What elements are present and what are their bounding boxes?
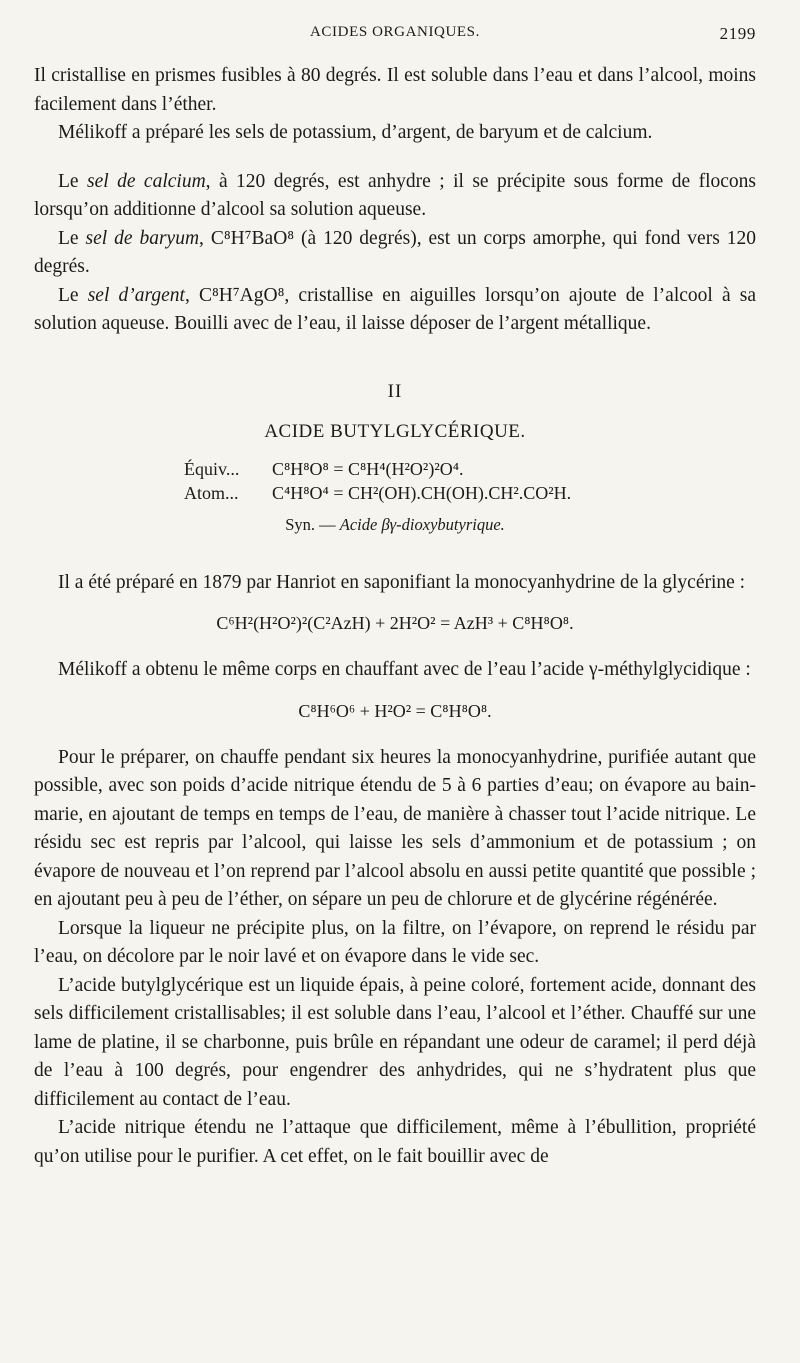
synonym-line [34,515,756,535]
formula-row-equiv [184,457,756,481]
paragraph-nitric-acid: L’acide nitrique étendu ne l’attaque que difficilement, même à l’ébullition, propriété qu’on utilise pour le purifier. A cet effet, on le fait bouillir avec de [34,1117,756,1167]
paragraph-crystallisation: Il cristallise en prismes fusibles à 80 degrés. Il est soluble dans l’eau et dans l’alcool, moins facilement dans l’éther. [34,65,756,115]
equiv-formula: C⁸H⁸O⁸ = C⁸H⁴(H²O²)²O⁴. [272,458,464,479]
synonym-label: Syn. — [285,514,336,534]
page-number: 2199 [719,24,756,43]
equation-melikoff: C⁸H⁶O⁶ + H²O² = C⁸H⁸O⁸. [298,700,492,721]
paragraph-properties: L’acide butylglycérique est un liquide épais, à peine coloré, fortement acide, donnant des sels difficilement cristallisables; il est soluble dans l’eau, l’alcool et l’éther. Chauffé sur une lame de platine, il se charbonne, puis brûle en répandant une odeur de caramel; il perd déjà de l’eau à 100 degrés, pour engendrer des anhydrides, qui ne s’hydratent plus que difficilement au contact de l’eau. [34,974,756,1110]
formula-table [184,457,756,505]
silver-formula: , C⁸H⁷AgO⁸ [184,284,285,306]
silver-prefix: Le [58,284,88,306]
paragraph-salts-prepared: Mélikoff a préparé les sels de potassium, d’argent, de baryum et de calcium. [58,122,653,143]
silver-salt-term: sel d’argent [87,284,185,306]
paragraph-calcium-salt [34,168,756,225]
running-header [34,22,756,50]
atom-formula: C⁴H⁸O⁴ = CH²(OH).CH(OH).CH².CO²H. [272,482,572,503]
barium-text: (à 120 degrés), est un corps amorphe, qui fond vers 120 degrés. [34,227,756,277]
atom-label: Atom... [184,482,239,503]
synonym-text: Acide βγ-dioxybutyrique. [339,514,505,534]
section-number: II [387,380,403,402]
section-title: ACIDE BUTYLGLYCÉRIQUE. [264,420,526,442]
paragraph-silver-salt [34,282,756,339]
calcium-prefix: Le [58,170,87,192]
paragraph-preparation-history: Il a été préparé en 1879 par Hanriot en saponifiant la monocyanhydrine de la glycérine : [58,571,746,593]
barium-prefix: Le [58,227,86,249]
barium-salt-term: sel de baryum [85,227,200,249]
calcium-salt-term: sel de calcium [87,170,206,192]
calcium-text: , à 120 degrés, est anhydre ; il se précipite sous forme de flocons lorsqu’on additionne d’alcool sa solution aqueuse. [34,170,756,220]
paragraph-barium-salt [34,225,756,282]
barium-formula: , C⁸H⁷BaO⁸ [199,227,295,249]
paragraph-melikoff-method: Mélikoff a obtenu le même corps en chauffant avec de l’eau l’acide γ-méthylglycidique : [58,659,751,680]
formula-row-atom [184,481,756,505]
silver-text: , cristallise en aiguilles lorsqu’on ajoute de l’alcool à sa solution aqueuse. Bouilli avec de l’eau, il laisse déposer de l’argent métallique. [34,284,757,334]
running-title: ACIDES ORGANIQUES. [310,24,480,40]
paragraph-preparation-procedure: Pour le préparer, on chauffe pendant six heures la monocyanhydrine, purifiée autant que possible, avec son poids d’acide nitrique étendu de 5 à 6 parties d’eau; on évapore au bain-marie, en ajoutant de temps en temps de l’eau, de manière à chasser tout l’acide nitrique. Le résidu sec est repris par l’alcool, qui laisse les sels d’ammonium et de potassium ; on évapore de nouveau et l’on reprend par l’alcool absolu en aussi petite quantité que possible ; en ajoutant peu à peu de l’éther, on sépare un peu de chlorure et de glycérine régénérée. [34,746,756,910]
equation-hanriot: C⁶H²(H²O²)²(C²AzH) + 2H²O² = AzH³ + C⁸H⁸O⁸. [216,613,574,633]
paragraph-filtration: Lorsque la liqueur ne précipite plus, on la filtre, on l’évapore, on reprend le résidu par l’eau, on décolore par le noir lavé et on évapore dans le vide sec. [34,917,756,967]
equiv-label: Équiv... [184,458,240,479]
